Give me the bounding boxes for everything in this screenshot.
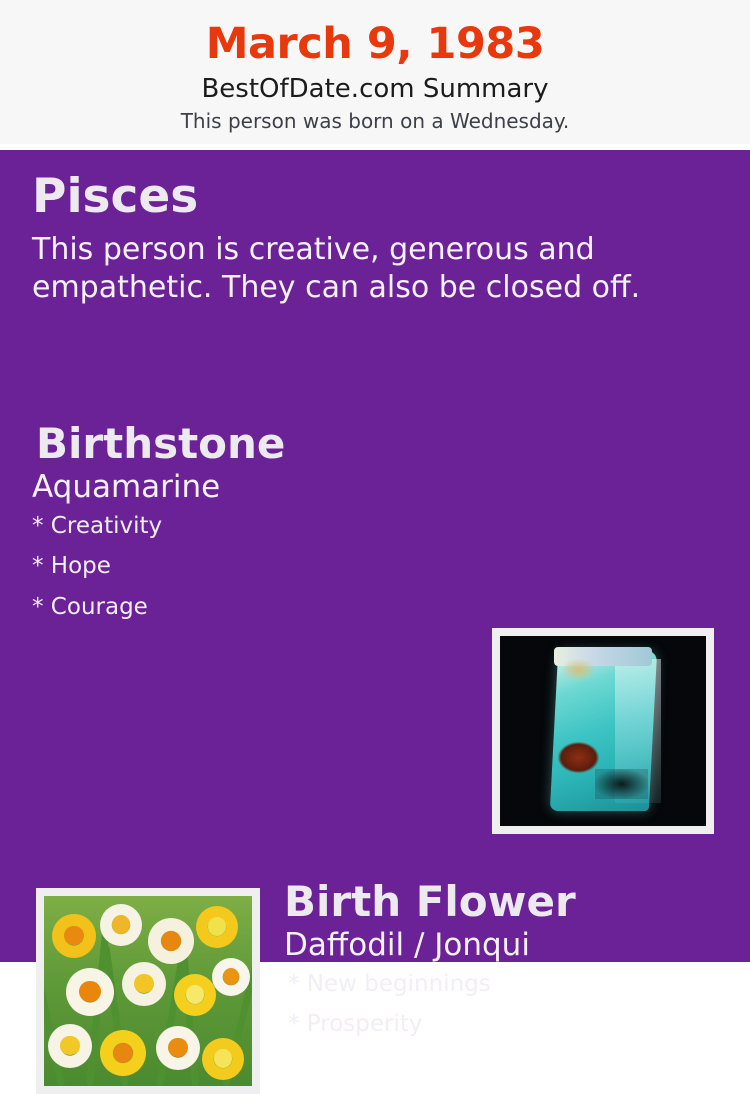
flower-bloom [156,1026,200,1070]
flower-core [112,915,130,933]
flower-bloom [100,1030,146,1076]
crystal-inclusion-rust [558,742,599,772]
born-day-note: This person was born on a Wednesday. [180,108,570,133]
birthstone-name: Aquamarine [32,468,221,505]
birthstone-block [32,418,472,635]
birth-flower-block [278,876,718,1053]
birth-flower-image-inner [44,896,252,1086]
flower-bloom [100,904,142,946]
flower-bloom [174,974,216,1016]
flower-core [134,974,153,993]
flower-bloom [52,914,96,958]
flower-bloom [212,958,250,996]
birthstone-trait: * Courage [32,593,148,620]
zodiac-sign-title: Pisces [32,168,199,224]
flower-bloom [48,1024,92,1068]
details-panel [0,150,750,1038]
birthstone-image [492,628,714,834]
flower-bloom [122,962,166,1006]
page-title-date: March 9, 1983 [205,19,545,69]
flower-core [168,1038,187,1057]
flower-core [186,985,204,1003]
site-summary-label: BestOfDate.com Summary [201,74,549,105]
flower-core [208,917,226,935]
birthstone-image-inner [500,636,706,826]
birth-flower-trait: * New beginnings [288,970,491,997]
flower-bloom [148,918,194,964]
header [0,0,750,144]
flower-bloom [196,906,238,948]
flower-core [113,1043,133,1063]
flower-core [64,926,83,945]
birth-flower-name: Daffodil / Jonqui [284,926,530,963]
birthstone-trait: * Creativity [32,512,163,539]
crystal-shadow [595,769,649,799]
flower-core [214,1049,232,1067]
birth-flower-image [36,888,260,1094]
flower-core [79,981,100,1002]
flower-bloom [202,1038,244,1080]
birthstone-title: Birthstone [36,418,286,468]
birth-flower-trait: * Prosperity [288,1011,423,1038]
flower-core [60,1036,79,1055]
zodiac-description: This person is creative, generous and empathetic. They can also be closed off. [32,232,641,305]
crystal-inclusion-light [562,659,595,682]
birthstone-trait: * Hope [32,553,111,580]
flower-bloom [66,968,114,1016]
flower-core [161,931,181,951]
birth-flower-title: Birth Flower [284,876,576,926]
